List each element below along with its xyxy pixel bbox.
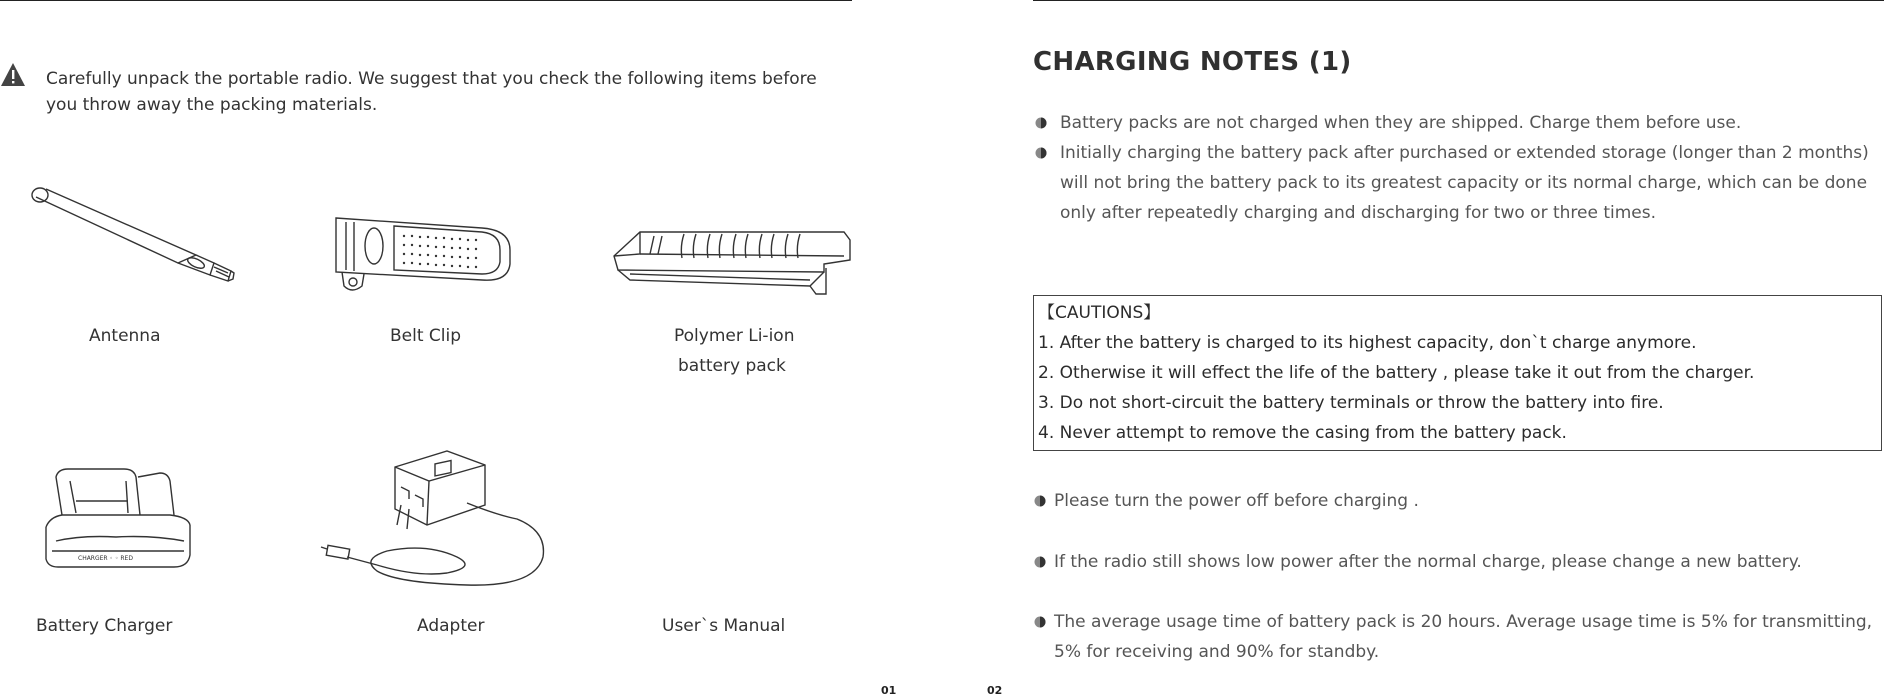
bullet-dot-icon	[1034, 556, 1046, 568]
bullet-dot-icon	[1035, 147, 1047, 159]
caution-item: 1. After the battery is charged to its highest capacity, don`t charge anymore.	[1038, 333, 1697, 353]
right-top-rule	[1033, 0, 1884, 1]
battery-pack-image	[610, 226, 852, 296]
battery-charger-icon	[42, 463, 192, 569]
battery-pack-label-line2: battery pack	[678, 356, 786, 376]
adapter-icon	[317, 447, 557, 595]
belt-clip-label: Belt Clip	[390, 326, 462, 346]
page-number-right: 02	[987, 684, 1003, 697]
adapter-label: Adapter	[417, 616, 485, 636]
note-low-power	[1033, 547, 1883, 577]
svg-text:CHARGER ◦ ◦ RED: CHARGER ◦ ◦ RED	[78, 555, 133, 562]
note-text: Please turn the power off before charging .	[1054, 491, 1419, 511]
battery-charger-image	[42, 463, 192, 569]
bullet-dot-icon	[1034, 616, 1046, 628]
note-power-off	[1033, 486, 1883, 516]
bullet-dot-icon	[1034, 495, 1046, 507]
belt-clip-icon	[332, 214, 514, 296]
belt-clip-image	[332, 214, 514, 296]
caution-item: 2. Otherwise it will effect the life of the battery , please take it out from the charger.	[1038, 363, 1755, 383]
left-top-rule	[0, 0, 852, 1]
page-title: CHARGING NOTES (1)	[1033, 47, 1352, 77]
antenna-image	[28, 183, 238, 293]
battery-pack-icon	[610, 226, 852, 296]
warning-icon	[0, 62, 26, 88]
caution-item: 4. Never attempt to remove the casing from the battery pack.	[1038, 423, 1567, 443]
users-manual-label: User`s Manual	[662, 616, 786, 636]
list-item	[1033, 138, 1883, 228]
antenna-label: Antenna	[89, 326, 161, 346]
list-item	[1033, 108, 1883, 138]
bullet-text: Battery packs are not charged when they are shipped. Charge them before use.	[1060, 113, 1742, 133]
battery-pack-label-line1: Polymer Li-ion	[674, 326, 795, 346]
page-number-left: 01	[881, 684, 897, 697]
bullet-dot-icon	[1035, 117, 1047, 129]
note-text: If the radio still shows low power after the normal charge, please change a new battery.	[1054, 552, 1802, 572]
antenna-icon	[28, 183, 238, 293]
cautions-box	[1033, 295, 1882, 451]
battery-charger-label: Battery Charger	[36, 616, 173, 636]
charging-bullet-list	[1033, 108, 1883, 228]
cautions-heading: 【CAUTIONS】	[1038, 303, 1161, 323]
unpack-intro-text: Carefully unpack the portable radio. We suggest that you check the following items before you throw away the packing materials.	[46, 69, 817, 115]
adapter-image	[317, 447, 557, 595]
bullet-text: Initially charging the battery pack after purchased or extended storage (longer than 2 months) will not bring the battery pack to its greatest capacity or its normal charge, which can be done only after repeatedly charging and discharging for two or three times.	[1060, 143, 1869, 223]
note-text: The average usage time of battery pack is 20 hours. Average usage time is 5% for transmitting, 5% for receiving and 90% for standby.	[1054, 612, 1873, 662]
caution-item: 3. Do not short-circuit the battery terminals or throw the battery into fire.	[1038, 393, 1664, 413]
note-usage-time	[1033, 607, 1883, 667]
